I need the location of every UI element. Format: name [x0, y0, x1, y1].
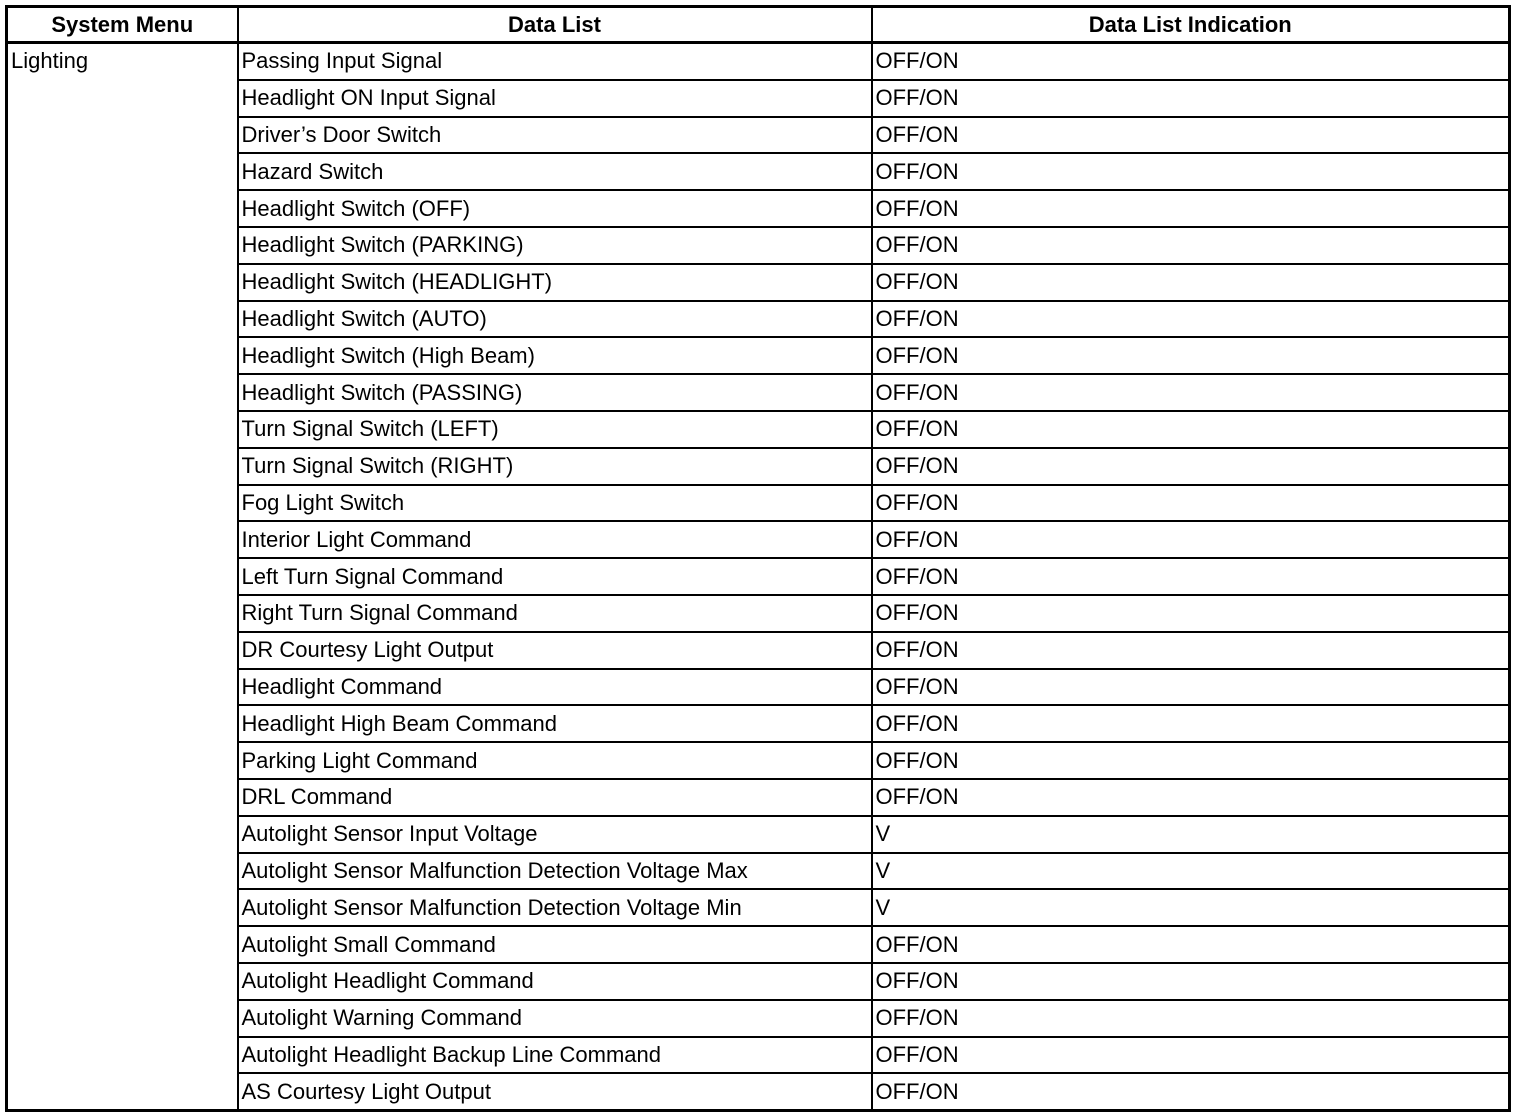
data-list-item: Headlight Switch (HEADLIGHT): [238, 264, 872, 301]
data-list-indication: OFF/ON: [872, 963, 1510, 1000]
data-list-item: Autolight Small Command: [238, 926, 872, 963]
table-row: [7, 43, 1510, 80]
data-list-item: Right Turn Signal Command: [238, 595, 872, 632]
data-list-indication: OFF/ON: [872, 595, 1510, 632]
data-list-item: Passing Input Signal: [238, 43, 872, 80]
header-data-list: Data List: [238, 7, 872, 43]
data-list-item: Autolight Sensor Malfunction Detection Voltage Min: [238, 889, 872, 926]
data-list-indication: OFF/ON: [872, 1037, 1510, 1074]
data-list-indication: OFF/ON: [872, 779, 1510, 816]
header-data-list-indication: Data List Indication: [872, 7, 1510, 43]
header-system-menu: System Menu: [7, 7, 238, 43]
data-list-indication: OFF/ON: [872, 669, 1510, 706]
data-list-indication: OFF/ON: [872, 742, 1510, 779]
data-list-item: Headlight ON Input Signal: [238, 80, 872, 117]
header-row: [7, 7, 1510, 43]
data-list-table: [5, 5, 1511, 1112]
data-list-item: Headlight Switch (PARKING): [238, 227, 872, 264]
system-menu-cell: Lighting: [7, 43, 238, 1111]
data-list-item: Turn Signal Switch (RIGHT): [238, 448, 872, 485]
data-list-indication: OFF/ON: [872, 301, 1510, 338]
data-list-indication: OFF/ON: [872, 337, 1510, 374]
data-list-indication: OFF/ON: [872, 926, 1510, 963]
data-list-indication: OFF/ON: [872, 411, 1510, 448]
data-list-indication: OFF/ON: [872, 448, 1510, 485]
data-list-indication: OFF/ON: [872, 227, 1510, 264]
data-list-indication: OFF/ON: [872, 632, 1510, 669]
data-list-item: Headlight Switch (High Beam): [238, 337, 872, 374]
data-list-indication: OFF/ON: [872, 374, 1510, 411]
data-list-item: Autolight Sensor Malfunction Detection Voltage Max: [238, 853, 872, 890]
data-list-item: Interior Light Command: [238, 521, 872, 558]
data-list-indication: OFF/ON: [872, 190, 1510, 227]
data-list-indication: OFF/ON: [872, 264, 1510, 301]
data-list-item: Headlight Switch (AUTO): [238, 301, 872, 338]
data-list-item: AS Courtesy Light Output: [238, 1073, 872, 1110]
data-list-indication: OFF/ON: [872, 153, 1510, 190]
data-list-indication: OFF/ON: [872, 80, 1510, 117]
data-list-item: Left Turn Signal Command: [238, 558, 872, 595]
data-list-indication: V: [872, 889, 1510, 926]
data-list-item: DR Courtesy Light Output: [238, 632, 872, 669]
table-body: [7, 43, 1510, 1111]
data-list-indication: OFF/ON: [872, 485, 1510, 522]
data-list-indication: OFF/ON: [872, 117, 1510, 154]
data-list-indication: OFF/ON: [872, 1000, 1510, 1037]
data-list-item: Autolight Warning Command: [238, 1000, 872, 1037]
data-list-item: Parking Light Command: [238, 742, 872, 779]
data-list-indication: OFF/ON: [872, 558, 1510, 595]
data-list-item: Hazard Switch: [238, 153, 872, 190]
data-list-indication: OFF/ON: [872, 1073, 1510, 1110]
data-list-item: Autolight Sensor Input Voltage: [238, 816, 872, 853]
data-list-indication: OFF/ON: [872, 705, 1510, 742]
data-list-item: DRL Command: [238, 779, 872, 816]
data-list-item: Headlight Switch (PASSING): [238, 374, 872, 411]
data-list-indication: V: [872, 816, 1510, 853]
data-list-indication: OFF/ON: [872, 43, 1510, 80]
data-list-item: Headlight Command: [238, 669, 872, 706]
data-list-item: Turn Signal Switch (LEFT): [238, 411, 872, 448]
data-list-item: Headlight High Beam Command: [238, 705, 872, 742]
data-list-item: Autolight Headlight Backup Line Command: [238, 1037, 872, 1074]
data-list-item: Headlight Switch (OFF): [238, 190, 872, 227]
data-list-item: Autolight Headlight Command: [238, 963, 872, 1000]
data-list-indication: OFF/ON: [872, 521, 1510, 558]
data-list-item: Driver’s Door Switch: [238, 117, 872, 154]
data-list-item: Fog Light Switch: [238, 485, 872, 522]
data-list-indication: V: [872, 853, 1510, 890]
